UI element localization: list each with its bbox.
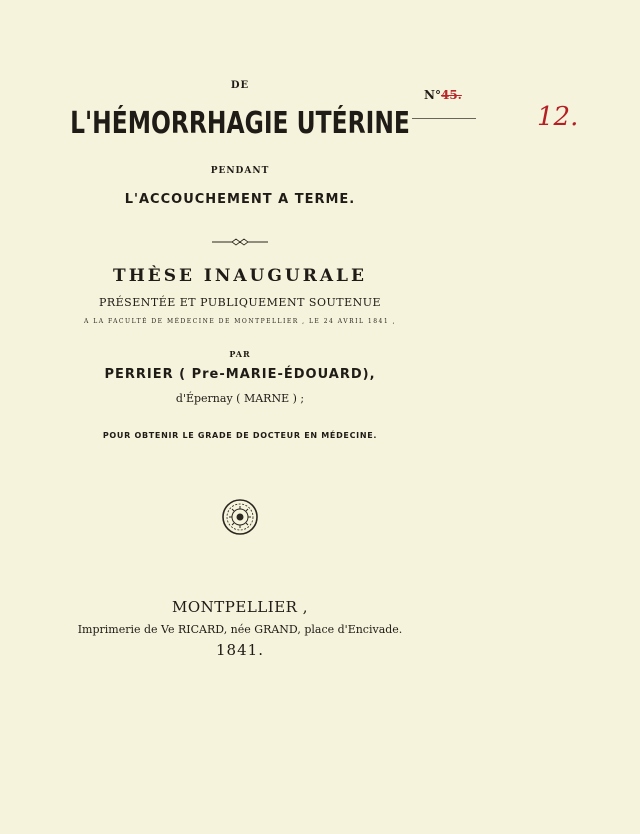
preposition-de: DE — [230, 80, 250, 91]
imprint-year: 1841. — [216, 641, 264, 659]
rosette-ornament-icon — [220, 497, 260, 537]
par-label: PAR — [229, 349, 251, 359]
author-origin: d'Épernay ( MARNE ) ; — [175, 392, 305, 405]
thesis-subtitle: L'ACCOUCHEMENT A TERME. — [124, 192, 356, 207]
handwritten-number: 12. — [537, 102, 579, 132]
thesis-type: THÈSE INAUGURALE — [113, 266, 367, 286]
degree-purpose: POUR OBTENIR LE GRADE DE DOCTEUR EN MÉDECINE. — [102, 431, 378, 440]
printer-ornament — [0, 497, 480, 537]
thesis-title: L'HÉMORRHAGIE UTÉRINE — [70, 106, 410, 141]
author-name: PERRIER ( Pre-MARIE-ÉDOUARD), — [104, 367, 376, 382]
faculty-line: A LA FACULTÉ DE MÉDECINE DE MONTPELLIER , LE 24 AVRIL 1841 , — [83, 318, 396, 325]
divider-rule-icon — [210, 238, 270, 246]
shelf-number: 45. — [440, 88, 462, 102]
imprint-printer: Imprimerie de Ve RICARD, née GRAND, place d'Encivade. — [77, 623, 403, 636]
shelf-mark — [424, 88, 462, 102]
presented-line: PRÉSENTÉE ET PUBLIQUEMENT SOUTENUE — [98, 296, 382, 309]
shelf-label: N° — [424, 88, 441, 102]
imprint-city: MONTPELLIER , — [172, 598, 308, 616]
shelf-rule — [412, 118, 476, 119]
pendant-label: PENDANT — [210, 166, 270, 176]
divider-ornament — [0, 238, 480, 249]
